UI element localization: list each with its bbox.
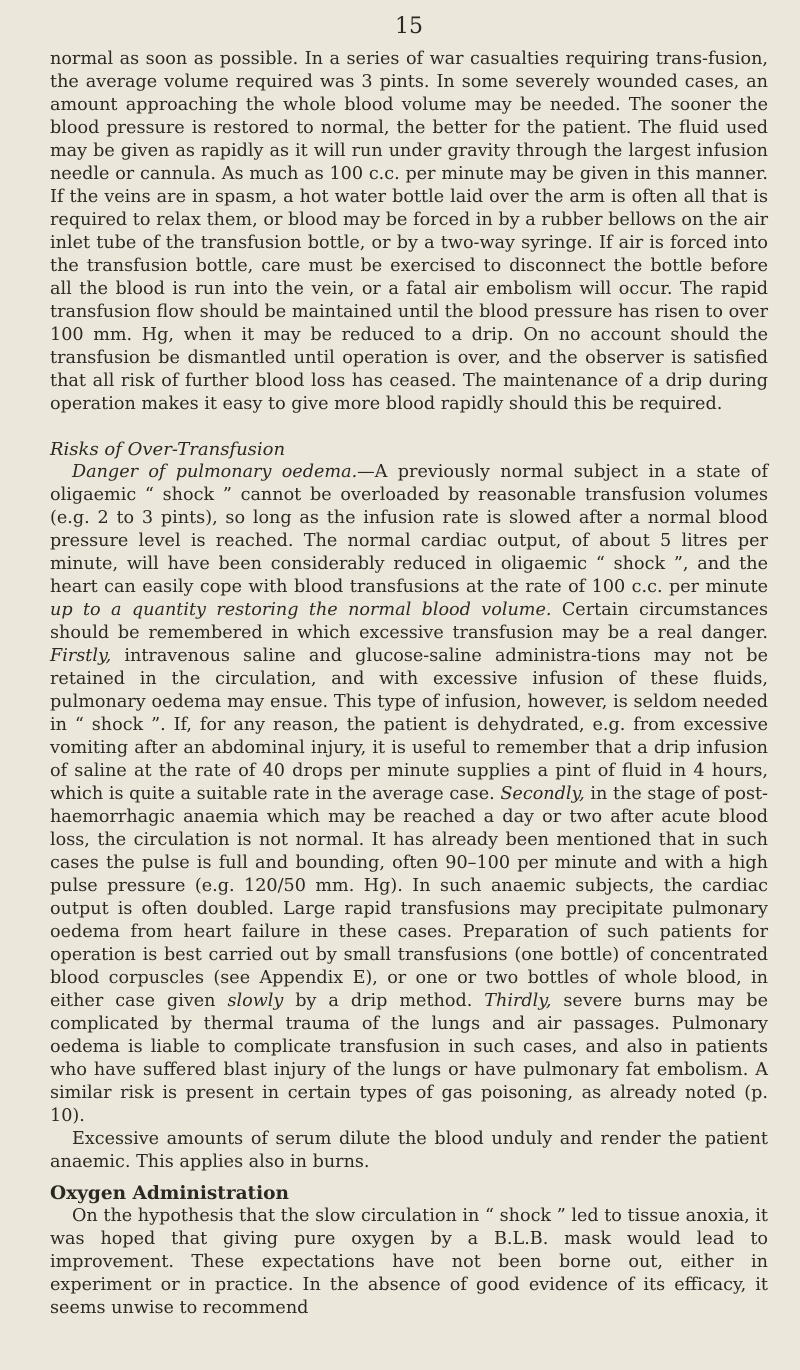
risks-heading: Risks of Over-Transfusion [50, 439, 286, 460]
page-number: 15 [395, 14, 423, 39]
risks-emphasis-1: up to a quantity restoring the normal blood volume. [50, 600, 552, 620]
risks-text-e: by a drip method. [283, 991, 485, 1011]
risks-lead-title: Danger of pulmonary oedema. [72, 462, 358, 482]
oxygen-paragraph-1: On the hypothesis that the slow circulation in “ shock ” led to tissue anoxia, it was hoped that giving pure oxygen by a B.L.B. mask would lead to improvement. These expectations have not been borne out, either in experiment or in practice. In the absence of good evidence of its efficacy, it seems unwise to recommend [50, 1206, 768, 1318]
risks-text-c: intravenous saline and glucose-saline administra-tions may not be retained in the circulation, and with excessive infusion of these fluids, pulmonary oedema may ensue. This type of infusion, however, is seldom needed in “ shock ”. If, for any reason, the patient is dehydrated, e.g. from excessive vomiting after an abdominal injury, it is useful to remember that a drip infusion of saline at the rate of 40 drops per minute supplies a pint of fluid in 4 hours, which is quite a suitable rate in the average case. [50, 646, 768, 804]
risks-text-f: severe burns may be complicated by thermal trauma of the lungs and air passages. Pulmonary oedema is liable to complicate transfusion in such cases, and also in patients who have suffered blast injury of the lungs or have pulmonary fat embolism. A similar risk is present in certain types of gas poisoning, as already noted (p. 10). [50, 991, 768, 1126]
risks-emphasis-secondly: Secondly, [500, 784, 585, 804]
risks-text-a: —A previously normal subject in a state of oligaemic “ shock ” cannot be overloaded by reasonable transfusion volumes (e.g. 2 to 3 pints), so long as the infusion rate is slowed after a normal blood pressure level is reached. The normal cardiac output, of about 5 litres per minute, will have been considerably reduced in oligaemic “ shock ”, and the heart can easily cope with blood transfusions at the rate of 100 c.c. per minute [50, 462, 768, 597]
risks-text-d: in the stage of post-haemorrhagic anaemia which may be reached a day or two after acute blood loss, the circulation is not normal. It has already been mentioned that in such cases the pulse is full and bounding, often 90–100 per minute and with a high pulse pressure (e.g. 120/50 mm. Hg). In such anaemic subjects, the cardiac output is often doubled. Large rapid transfusions may precipitate pulmonary oedema from heart failure in these cases. Preparation of such patients for operation is best carried out by small transfusions (one bottle) of concentrated blood corpuscles (see Appendix E), or one or two bottles of whole blood, in either case given [50, 784, 768, 1011]
risks-paragraph-2: Excessive amounts of serum dilute the blood unduly and render the patient anaemic. This applies also in burns. [50, 1129, 768, 1172]
risks-emphasis-firstly: Firstly, [50, 646, 112, 666]
risks-emphasis-thirdly: Thirdly, [484, 991, 552, 1011]
risks-text-b: Certain circumstances should be remembered in which excessive transfusion may be a real danger. [50, 600, 768, 643]
risks-emphasis-slowly: slowly [227, 991, 284, 1011]
risks-paragraph-1 [50, 461, 768, 1128]
oxygen-heading: Oxygen Administration [50, 1183, 289, 1204]
intro-paragraph: normal as soon as possible. In a series of war casualties requiring trans-fusion, the average volume required was 3 pints. In some severely wounded cases, an amount approaching the whole blood volume may be needed. The sooner the blood pressure is restored to normal, the better for the patient. The fluid used may be given as rapidly as it will run under gravity through the largest infusion needle or cannula. As much as 100 c.c. per minute may be given in this manner. If the veins are in spasm, a hot water bottle laid over the arm is often all that is required to relax them, or blood may be forced in by a rubber bellows on the air inlet tube of the transfusion bottle, or by a two-way syringe. If air is forced into the transfusion bottle, care must be exercised to disconnect the bottle before all the blood is run into the vein, or a fatal air embolism will occur. The rapid transfusion flow should be maintained until the blood pressure has risen to over 100 mm. Hg, when it may be reduced to a drip. On no account should the transfusion be dismantled until operation is over, and the observer is satisfied that all risk of further blood loss has ceased. The maintenance of a drip during operation makes it easy to give more blood rapidly should this be required. [50, 49, 768, 414]
